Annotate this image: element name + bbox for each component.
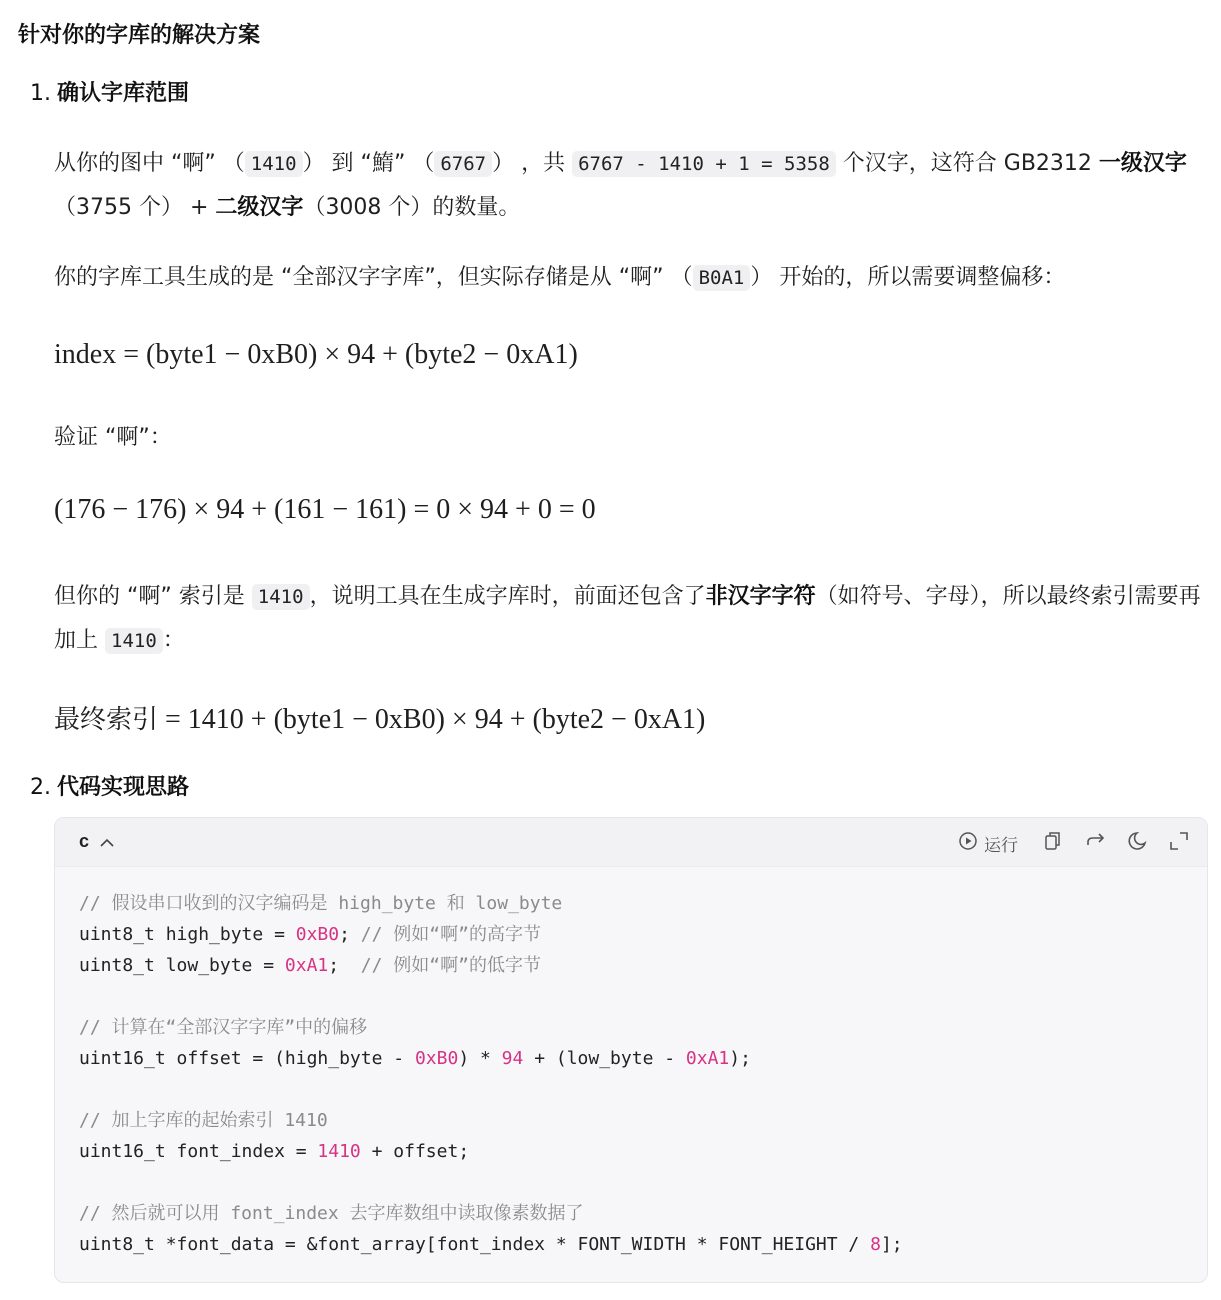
bold-text: 一级汉字 <box>1098 151 1187 176</box>
text: ） ，共 <box>492 151 566 176</box>
code-text: ); <box>729 1048 751 1069</box>
text: 从你的图中 “啊” （ <box>54 151 245 176</box>
code-language-label: c <box>79 831 90 851</box>
code-number: 1410 <box>317 1141 361 1162</box>
theme-toggle-button[interactable] <box>1126 830 1148 856</box>
code-comment: // 计算在“全部汉字字库”中的偏移 <box>79 1017 368 1038</box>
text: ： <box>162 628 185 653</box>
expand-icon <box>1168 837 1190 856</box>
text: （如符号、字母），所以最终索引需要再加上 <box>54 584 1201 653</box>
text: （3008 个）的数量。 <box>303 195 521 220</box>
code-block-header <box>55 818 1207 867</box>
code-text: ) * <box>458 1048 502 1069</box>
paragraph-range <box>54 142 1204 230</box>
formula-verify: (176 − 176) × 94 + (161 − 161) = 0 × 94 + 0 = 0 <box>54 494 596 525</box>
code-number: 0xA1 <box>284 955 329 976</box>
code-comment: // 加上字库的起始索引 1410 <box>79 1110 328 1131</box>
code-comment: // 例如“啊”的高字节 <box>360 924 541 945</box>
share-icon <box>1085 837 1107 856</box>
code-content <box>79 888 903 1260</box>
code-number: 8 <box>870 1234 881 1255</box>
code-number: 94 <box>501 1048 524 1069</box>
section-2-title: 代码实现思路 <box>57 775 190 800</box>
code-text: ; <box>339 924 361 945</box>
paragraph-final-index <box>54 575 1204 663</box>
bold-text: 非汉字字符 <box>705 584 816 609</box>
code-text: uint16_t font_index = <box>79 1141 318 1162</box>
code-text: uint8_t high_byte = <box>79 924 296 945</box>
section-1-number: 1. <box>30 81 51 106</box>
theme-icon <box>1126 837 1148 856</box>
share-button[interactable] <box>1085 830 1107 856</box>
formula-label: 最终索引 <box>54 705 159 735</box>
formula-body: = 1410 + (byte1 − 0xB0) × 94 + (byte2 − 0xA1) <box>158 704 706 735</box>
code-text: + (low_byte - <box>523 1048 686 1069</box>
copy-button[interactable] <box>1043 830 1063 856</box>
text: （3755 个） + <box>54 195 209 220</box>
code-text: uint16_t offset = (high_byte - <box>79 1048 415 1069</box>
code-comment: // 例如“啊”的低字节 <box>360 955 541 976</box>
text: 但你的 “啊” 索引是 <box>54 584 245 609</box>
page-title: 针对你的字库的解决方案 <box>18 23 261 48</box>
code-text: uint8_t *font_data = &font_array[font_index * FONT_WIDTH * FONT_HEIGHT / <box>79 1234 871 1255</box>
paragraph-offset <box>54 256 1204 300</box>
code-number: 0xB0 <box>295 924 340 945</box>
inline-code: 6767 <box>434 151 492 177</box>
formula-index: index = (byte1 − 0xB0) × 94 + (byte2 − 0xA1) <box>54 339 578 370</box>
code-text: + offset; <box>360 1141 470 1162</box>
text: ） 开始的，所以需要调整偏移： <box>750 265 1066 290</box>
code-block <box>54 817 1208 1283</box>
inline-code: 1410 <box>252 584 310 610</box>
code-number: 0xB0 <box>414 1048 459 1069</box>
section-1-title: 确认字库范围 <box>57 81 190 106</box>
inline-code: B0A1 <box>693 265 751 291</box>
expand-button[interactable] <box>1168 830 1190 856</box>
run-button[interactable] <box>958 830 1018 856</box>
chevron-up-icon[interactable] <box>99 834 115 853</box>
play-circle-icon <box>958 835 978 854</box>
inline-code: 1410 <box>245 151 303 177</box>
text: ） 到 “鰖” （ <box>302 151 435 176</box>
bold-text: 二级汉字 <box>215 195 304 220</box>
paragraph-verify: 验证 “啊”： <box>54 425 172 450</box>
code-text: ]; <box>880 1234 903 1255</box>
section-2-number: 2. <box>30 775 51 800</box>
inline-code: 1410 <box>105 628 163 654</box>
code-number: 0xA1 <box>685 1048 730 1069</box>
formula-final-index <box>54 699 705 736</box>
copy-icon <box>1043 837 1063 856</box>
code-text: uint8_t low_byte = <box>79 955 285 976</box>
text: 你的字库工具生成的是 “全部汉字字库”，但实际存储是从 “啊” （ <box>54 265 693 290</box>
inline-code: 6767 - 1410 + 1 = 5358 <box>572 151 836 177</box>
run-label: 运行 <box>984 836 1018 856</box>
text: 个汉字，这符合 GB2312 <box>842 151 1092 176</box>
code-comment: // 假设串口收到的汉字编码是 high_byte 和 low_byte <box>79 893 563 914</box>
code-text: ; <box>328 955 361 976</box>
section-2-heading <box>30 770 189 801</box>
section-1-heading <box>30 76 189 107</box>
text: ，说明工具在生成字库时，前面还包含了 <box>309 584 706 609</box>
code-comment: // 然后就可以用 font_index 去字库数组中读取像素数据了 <box>79 1203 584 1224</box>
